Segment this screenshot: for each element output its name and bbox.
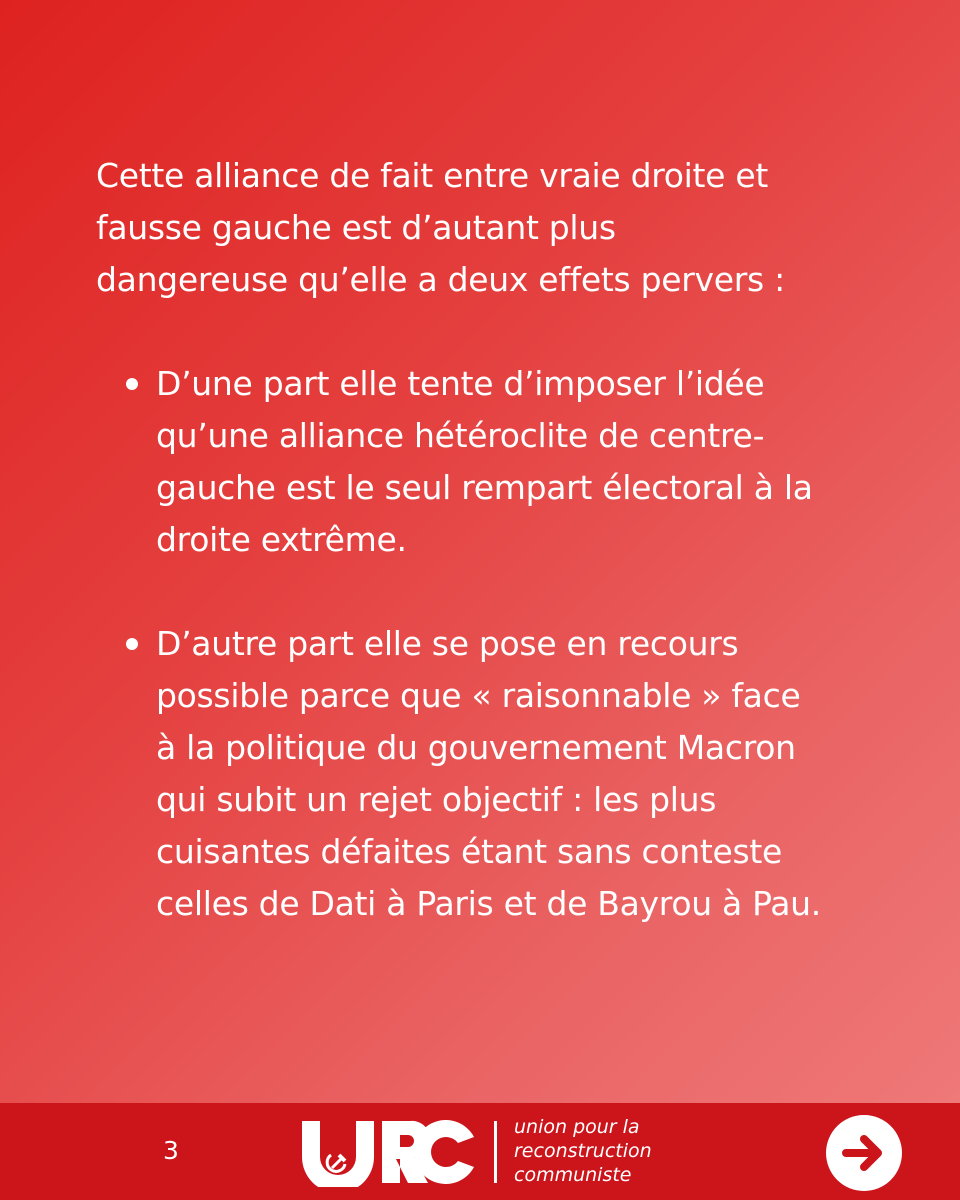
page-number: 3 [163,1136,179,1165]
footer-bar [0,1103,960,1200]
intro-line: fausse gauche est d’autant plus [96,208,616,247]
bullet-line: cuisantes défaites étant sans conteste [156,832,783,871]
tagline-line: union pour la [514,1116,640,1138]
bullet-dot-icon [126,378,138,390]
tagline-line: reconstruction [514,1140,652,1162]
bullet-line: qui subit un rejet objectif : les plus [156,780,717,819]
intro-line: dangereuse qu’elle a deux effets pervers : [96,260,785,299]
urc-logo [298,1117,478,1187]
bullet-item [96,618,896,930]
bullet-line: droite extrême. [156,520,407,559]
logo-divider [494,1121,497,1183]
tagline-line: communiste [514,1164,632,1186]
bullet-line: à la politique du gouvernement Macron [156,728,796,767]
intro-line: Cette alliance de fait entre vraie droite et [96,156,768,195]
bullet-list [96,358,896,930]
arrow-right-icon [826,1115,902,1191]
hammer-sickle-icon [325,1148,351,1174]
bullet-item [96,358,896,566]
bullet-dot-icon [126,638,138,650]
slide-content [96,150,896,930]
bullet-line: possible parce que « raisonnable » face [156,676,801,715]
bullet-line: gauche est le seul rempart électoral à la [156,468,813,507]
bullet-line: celles de Dati à Paris et de Bayrou à Pau. [156,884,821,923]
bullet-line: D’une part elle tente d’imposer l’idée [156,364,765,403]
organization-tagline [514,1115,652,1187]
urc-logo-graphic [298,1117,478,1187]
intro-paragraph [96,150,896,306]
bullet-line: qu’une alliance hétéroclite de centre- [156,416,765,455]
next-slide-button[interactable] [826,1115,902,1191]
bullet-line: D’autre part elle se pose en recours [156,624,739,663]
